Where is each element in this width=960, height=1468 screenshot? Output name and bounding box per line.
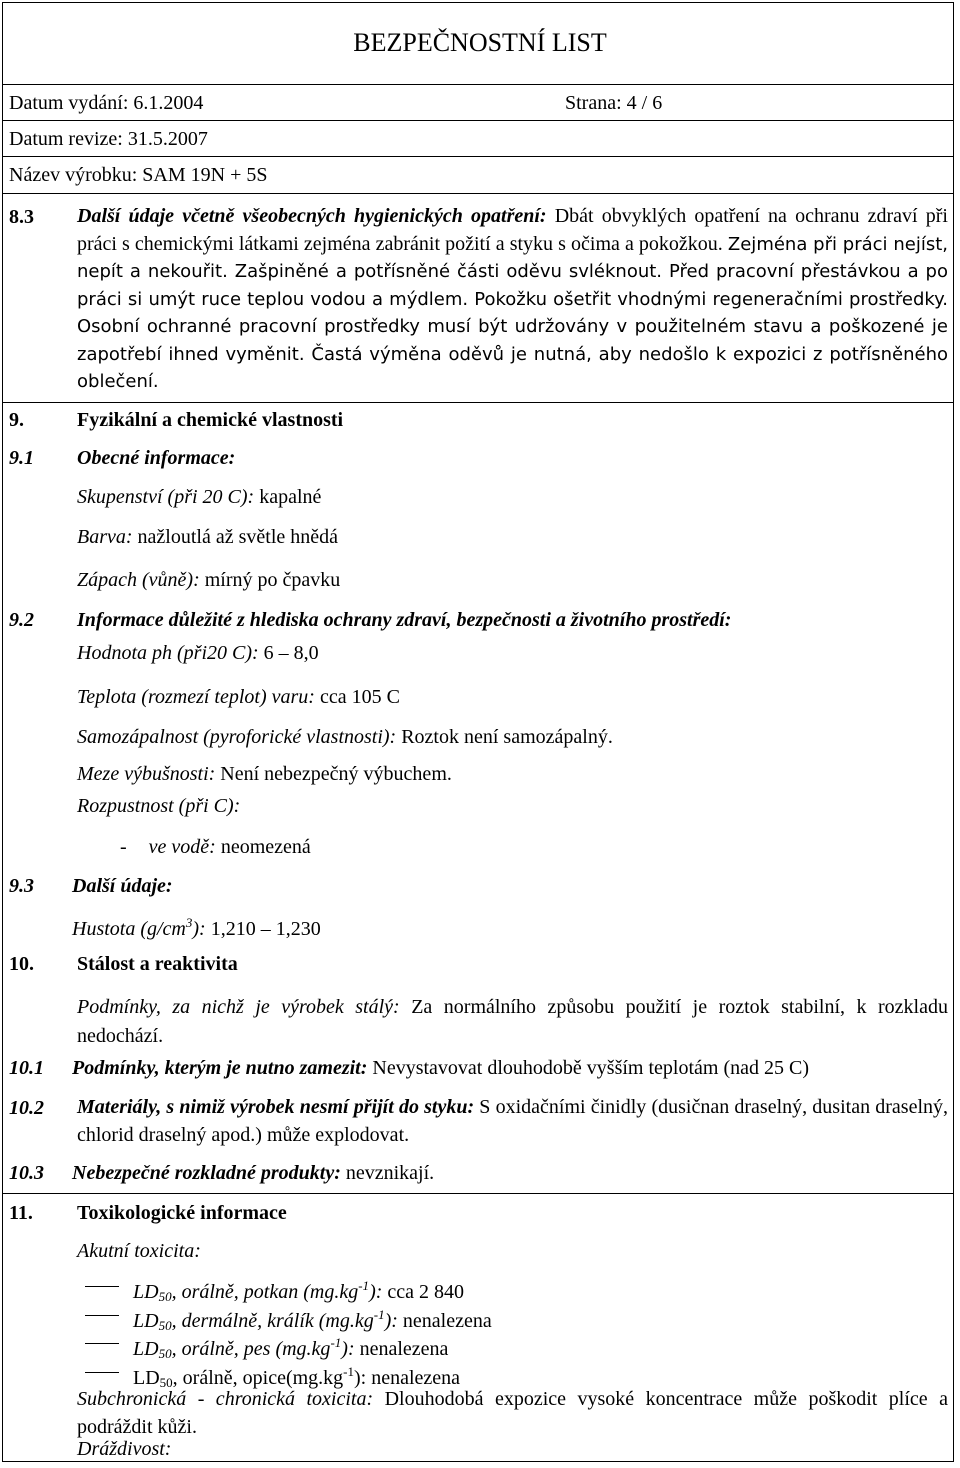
section-divider bbox=[2, 402, 954, 403]
property-label: Rozpustnost (při C): bbox=[77, 795, 241, 817]
property-row bbox=[72, 911, 321, 941]
list-dash bbox=[85, 1286, 119, 1287]
page-number: Strana: 4 / 6 bbox=[565, 92, 663, 114]
list-dash bbox=[85, 1343, 119, 1344]
superscript: -1 bbox=[373, 1307, 385, 1322]
ld-label: , dermálně, králík (mg.kg bbox=[171, 1310, 374, 1332]
ld-value: nenalezena bbox=[354, 1338, 449, 1360]
subscript: 50 bbox=[159, 1375, 173, 1390]
ld-value: cca 2 840 bbox=[382, 1281, 465, 1303]
property-label: ): bbox=[192, 918, 206, 940]
property-value: 1,210 – 1,230 bbox=[205, 918, 321, 940]
section-heading: Informace důležité z hlediska ochrany zdraví, bezpečnosti a životního prostředí: bbox=[77, 609, 732, 631]
property-value: Není nebezpečný výbuchem. bbox=[215, 763, 452, 785]
section-number: 10.1 bbox=[9, 1057, 44, 1079]
section-heading: Nebezpečné rozkladné produkty: bbox=[72, 1162, 341, 1184]
header-divider bbox=[2, 193, 954, 194]
superscript: -1 bbox=[358, 1278, 370, 1293]
section-number: 9. bbox=[9, 409, 24, 431]
section-title: Fyzikální a chemické vlastnosti bbox=[77, 409, 344, 431]
property-label: Skupenství (při 20 C): bbox=[77, 486, 255, 508]
property-value: cca 105 C bbox=[314, 686, 400, 708]
property-value: kapalné bbox=[254, 486, 322, 508]
section-heading: Podmínky, kterým je nutno zamezit: bbox=[72, 1057, 368, 1079]
property-value: nažloutlá až světle hnědá bbox=[132, 526, 339, 548]
issue-date: Datum vydání: 6.1.2004 bbox=[9, 92, 204, 114]
property-label: Podmínky, za nichž je výrobek stálý: bbox=[77, 996, 400, 1018]
section-heading: Další údaje: bbox=[72, 875, 173, 897]
list-dash bbox=[85, 1372, 119, 1373]
stability-paragraph bbox=[77, 993, 948, 1051]
property-row bbox=[77, 762, 452, 786]
section-number: 9.2 bbox=[9, 609, 34, 631]
property-label: Hodnota ph (při20 C): bbox=[77, 642, 259, 664]
property-value: 6 – 8,0 bbox=[258, 642, 319, 664]
superscript: -1 bbox=[330, 1335, 342, 1350]
ld-label: , orálně, opice(mg.kg bbox=[172, 1367, 344, 1389]
property-row bbox=[77, 641, 319, 665]
ld-label: , orálně, pes (mg.kg bbox=[171, 1338, 331, 1360]
section-number: 8.3 bbox=[9, 206, 34, 228]
section-title: Stálost a reaktivita bbox=[77, 953, 238, 975]
ld-label: , orálně, potkan (mg.kg bbox=[171, 1281, 359, 1303]
subsection-paragraph bbox=[77, 1094, 948, 1149]
ld-value: nenalezena bbox=[397, 1310, 492, 1332]
paragraph-text: Dlouhodobá expozice vysoké koncentrace může poškodit plíce a podráždit kůži. bbox=[77, 1388, 949, 1438]
list-dash: - bbox=[120, 836, 127, 858]
property-label: Meze výbušnosti: bbox=[77, 763, 216, 785]
property-label: Teplota (rozmezí teplot) varu: bbox=[77, 686, 315, 708]
ld-label: ): bbox=[369, 1281, 383, 1303]
section-heading: Další údaje včetně všeobecných hygienických opatření: bbox=[77, 205, 547, 227]
subsection-row bbox=[72, 1161, 434, 1185]
property-row bbox=[77, 685, 400, 709]
section-number: 10.3 bbox=[9, 1162, 44, 1184]
subscript: 50 bbox=[158, 1289, 172, 1304]
section-number: 9.3 bbox=[9, 875, 34, 897]
acute-toxicity-label: Akutní toxicita: bbox=[77, 1240, 201, 1262]
property-label: Barva: bbox=[77, 526, 133, 548]
property-value: mírný po čpavku bbox=[199, 569, 341, 591]
ld-symbol: LD bbox=[133, 1310, 159, 1332]
revision-date: Datum revize: 31.5.2007 bbox=[9, 128, 208, 150]
property-label: ve vodě: bbox=[148, 836, 216, 858]
superscript: -1 bbox=[343, 1364, 355, 1379]
header-divider bbox=[2, 156, 954, 157]
ld-symbol: LD bbox=[133, 1281, 159, 1303]
section-number: 10.2 bbox=[9, 1097, 44, 1119]
paragraph-text: Za normálního způsobu použití je roztok stabilní, k rozkladu nedochází. bbox=[77, 996, 948, 1047]
property-label: Samozápalnost (pyroforické vlastnosti): bbox=[77, 726, 397, 748]
property-row bbox=[77, 794, 240, 818]
section-title: Toxikologické informace bbox=[77, 1202, 287, 1224]
property-value: neomezená bbox=[215, 836, 311, 858]
paragraph-text: Dbát obvyklých opatření na ochranu zdraví při práci s chemickými látkami zejména zabránit požití a styku s očima a pokožkou. bbox=[77, 205, 948, 255]
paragraph-text: Zejména při práci nejíst, nepít a nekouřit. Zašpiněné a potřísněné části oděvu svléknout. Před pracovní přestávkou a po práci si umýt ruce teplou vodou a mýdlem. Pokožku ošetřit vhodnými regeneračními prostředky. Osobní ochranné pracovní prostředky musí být udržovány v použitelném stavu a poškozené je zapotřebí ihned vyměnit. Častá výměna oděvů je nutná, aby nedošlo k expozici z potřísněného oblečení. bbox=[77, 233, 949, 392]
section-number: 11. bbox=[9, 1202, 33, 1224]
property-row bbox=[77, 485, 321, 509]
ld-label: ): bbox=[341, 1338, 355, 1360]
document-title: BEZPEČNOSTNÍ LIST bbox=[353, 28, 607, 57]
paragraph-text: S oxidačními činidly (dusičnan draselný, dusitan draselný, chlorid draselný apod.) může explodovat. bbox=[77, 1096, 948, 1146]
list-dash bbox=[85, 1315, 119, 1316]
section-number: 9.1 bbox=[9, 447, 34, 469]
header-divider bbox=[2, 84, 954, 85]
ld-value: nenalezena bbox=[366, 1367, 461, 1389]
property-label: Subchronická - chronická toxicita: bbox=[77, 1388, 374, 1410]
solubility-row bbox=[120, 835, 311, 859]
property-row bbox=[77, 568, 340, 592]
ld-symbol: LD bbox=[133, 1367, 160, 1389]
ld-symbol: LD bbox=[133, 1338, 159, 1360]
subscript: 50 bbox=[158, 1346, 172, 1361]
subscript: 50 bbox=[158, 1318, 172, 1333]
superscript: 3 bbox=[185, 915, 193, 930]
property-row bbox=[77, 525, 338, 549]
irritation-label: Dráždivost: bbox=[77, 1438, 172, 1460]
ld-label: ): bbox=[384, 1310, 398, 1332]
section-8-3-text bbox=[77, 203, 948, 396]
property-label: Zápach (vůně): bbox=[77, 569, 200, 591]
paragraph-text: Nevystavovat dlouhodobě vyšším teplotám (nad 25 C) bbox=[367, 1057, 809, 1079]
subsection-row bbox=[72, 1056, 809, 1080]
property-row bbox=[77, 725, 613, 749]
property-label: Hustota (g/cm bbox=[72, 918, 186, 940]
header-divider bbox=[2, 120, 954, 121]
section-heading: Materiály, s nimiž výrobek nesmí přijít do styku: bbox=[77, 1096, 475, 1118]
product-name: Název výrobku: SAM 19N + 5S bbox=[9, 164, 268, 186]
section-heading: Obecné informace: bbox=[77, 447, 236, 469]
chronic-toxicity-paragraph bbox=[77, 1386, 948, 1441]
ld-label: ): bbox=[354, 1367, 367, 1389]
property-value: Roztok není samozápalný. bbox=[396, 726, 613, 748]
section-divider bbox=[2, 1193, 954, 1194]
paragraph-text: nevznikají. bbox=[340, 1162, 435, 1184]
section-number: 10. bbox=[9, 953, 34, 975]
